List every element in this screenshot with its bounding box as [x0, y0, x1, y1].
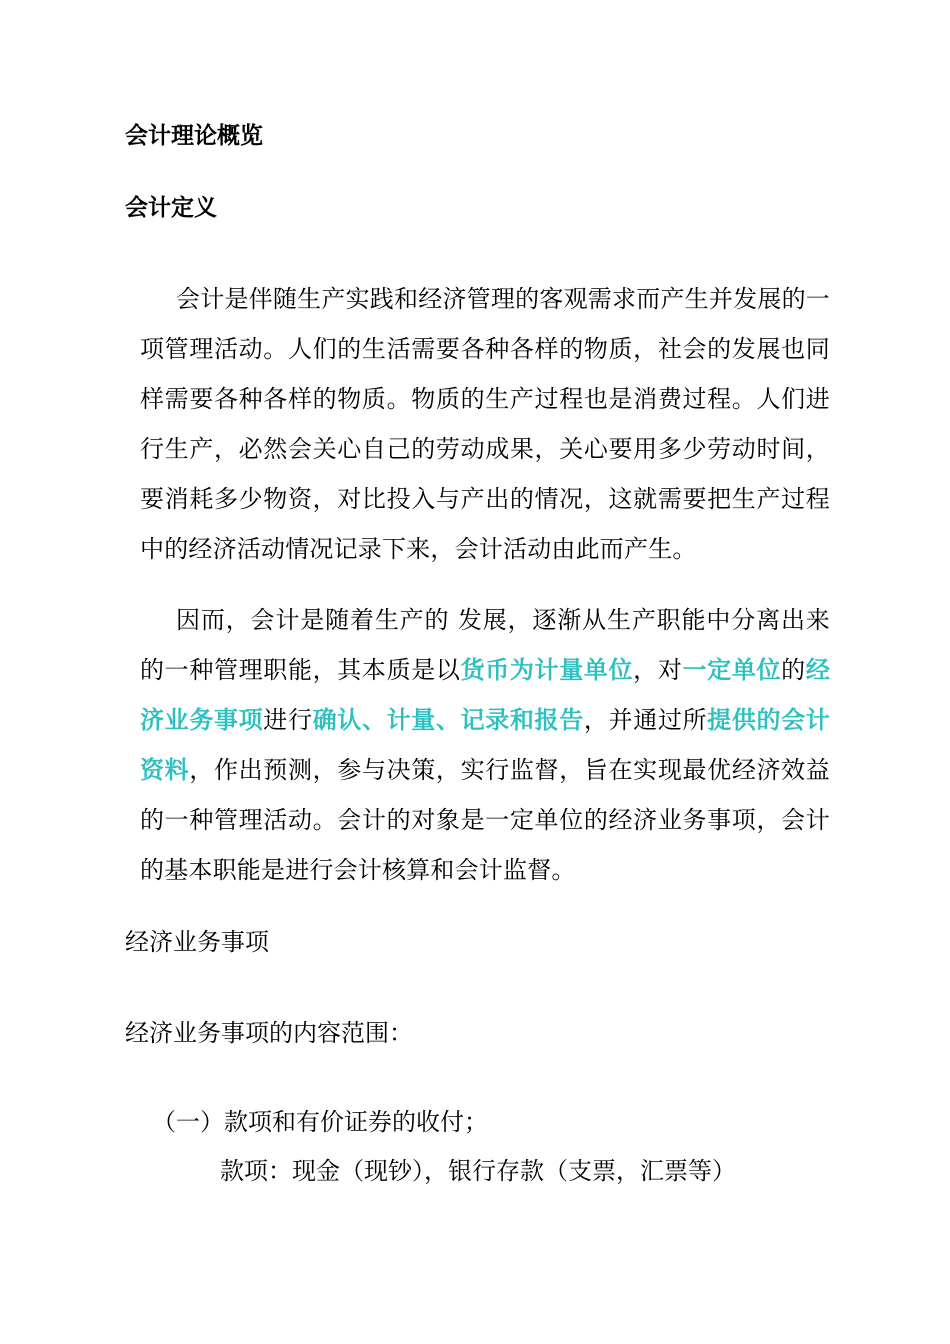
paragraph-text: 进行	[263, 706, 313, 734]
paragraph-definition: 会计是伴随生产实践和经济管理的客观需求而产生并发展的一项管理活动。人们的生活需要各种各样的物质，社会的发展也同样需要各种各样的物质。物质的生产过程也是消费过程。人们进行生产，必然会关心自己的劳动成果，关心要用多少劳动时间，要消耗多少物资，对比投入与产出的情况，这就需要把生产过程中的经济活动情况记录下来，会计活动由此而产生。	[140, 285, 830, 563]
paragraph-text: 的	[781, 656, 806, 684]
paragraph-text: ，并通过所	[583, 706, 708, 734]
list-item-detail: 款项：现金（现钞），银行存款（支票，汇票等）	[220, 1157, 736, 1185]
paragraph-nature	[140, 595, 830, 895]
highlight-currency-unit: 货币为计量单位	[460, 655, 634, 684]
highlight-business-items: 经济业务事项	[140, 655, 831, 734]
highlight-accounting-info: 提供的会计资料	[140, 705, 831, 784]
highlight-recognition-reporting: 确认、计量、记录和报告	[312, 705, 584, 734]
document-title: 会计理论概览	[125, 122, 263, 149]
section-heading-definition: 会计定义	[125, 194, 217, 221]
scope-heading: 经济业务事项的内容范围：	[125, 1019, 413, 1047]
highlight-specific-unit: 一定单位	[682, 655, 782, 684]
paragraph-text: 因而，会计是随着生产的 发展，逐渐从生产职能中分离出来的一种管理职能，其本质是以	[140, 606, 830, 684]
list-item: （一）款项和有价证券的收付；	[152, 1108, 488, 1136]
paragraph-text: ，作出预测，参与决策，实行监督，旨在实现最优经济效益的一种管理活动。会计的对象是一定单位的经济业务事项，会计的基本职能是进行会计核算和会计监督。	[140, 756, 830, 884]
section-heading-business: 经济业务事项	[125, 928, 269, 956]
paragraph-text: ，对	[633, 656, 683, 684]
